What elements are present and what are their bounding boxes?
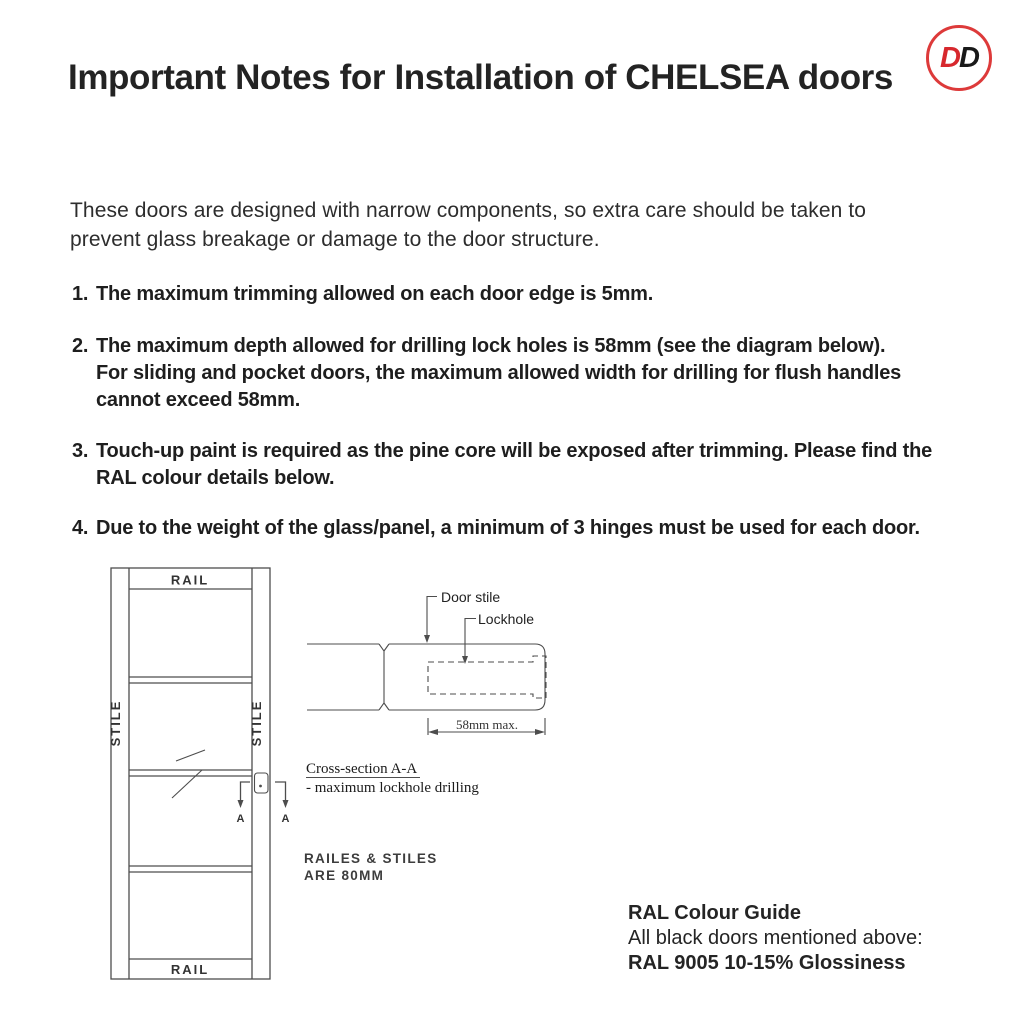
lockhole-leader-line [465, 619, 476, 659]
note-number: 2. [72, 335, 89, 357]
note-text: Touch-up paint is required as the pine core will be exposed after trimming. Please find the RAL colour details below. [96, 440, 933, 489]
note-number: 1. [72, 283, 89, 305]
page-title: Important Notes for Installation of CHELSEA doors [68, 58, 893, 97]
note-number: 4. [72, 517, 89, 539]
note-text: Due to the weight of the glass/panel, a minimum of 3 hinges must be used for each door. [96, 517, 920, 539]
section-arrowhead-right [283, 800, 289, 808]
break-nick-top [384, 644, 389, 651]
stile-right-label: STILE [249, 699, 264, 747]
note-text: The maximum trimming allowed on each door edge is 5mm. [96, 283, 654, 305]
section-marker-a-right: A [281, 813, 290, 825]
intro-line-1: These doors are designed with narrow components, so extra care should be taken to [70, 199, 867, 222]
rails-stiles-note-line-2: ARE 80MM [304, 868, 385, 883]
section-arrow-right [275, 782, 286, 801]
lockhole-label: Lockhole [478, 611, 535, 627]
door-stile-label: Door stile [441, 589, 501, 605]
door-outline [111, 568, 270, 979]
ral-guide-line-2: RAL 9005 10-15% Glossiness [628, 952, 906, 974]
rails-stiles-note-line-1: RAILES & STILES [304, 851, 438, 866]
lockhole-leader-arrowhead [462, 656, 468, 664]
cross-section-caption-subtitle: - maximum lockhole drilling [306, 780, 479, 796]
break-line [379, 644, 384, 710]
stile-cross-section-outline [389, 644, 545, 710]
ral-colour-guide [628, 901, 968, 976]
lockhole-marker [255, 773, 269, 793]
door-stile-leader-arrowhead [424, 635, 430, 643]
glass-mark [176, 750, 205, 761]
dimension-arrow-left [428, 729, 438, 735]
break-nick-bottom [384, 703, 389, 710]
cross-section-caption-title: Cross-section A-A [306, 761, 418, 777]
lockhole-dot [259, 785, 262, 788]
ral-guide-title: RAL Colour Guide [628, 902, 801, 924]
dimension-label: 58mm max. [455, 717, 519, 732]
note-text: The maximum depth allowed for drilling lock holes is 58mm (see the diagram below). For sliding and pocket doors, the maximum allowed width for drilling for flush handles cannot exceed 58mm. [96, 335, 902, 411]
logo-letter-d-red: D [940, 41, 959, 74]
rail-top-label: RAIL [170, 572, 210, 588]
rail-bottom-label: RAIL [170, 962, 210, 977]
note-number: 3. [72, 440, 89, 462]
glass-mark [172, 770, 202, 798]
stile-left-label: STILE [108, 699, 123, 747]
door-stile-leader-line [427, 597, 437, 638]
dimension-arrow-right [535, 729, 545, 735]
door-elevation-drawing [111, 568, 289, 979]
section-arrowhead-left [238, 800, 244, 808]
section-arrow-left [241, 782, 251, 801]
intro-line-2: prevent glass breakage or damage to the door structure. [70, 228, 600, 251]
section-marker-a-left: A [236, 813, 245, 825]
logo-letter-d-black: D [959, 41, 978, 74]
ral-guide-line-1: All black doors mentioned above: [628, 927, 923, 949]
lockhole-dashed-outline [428, 656, 546, 698]
